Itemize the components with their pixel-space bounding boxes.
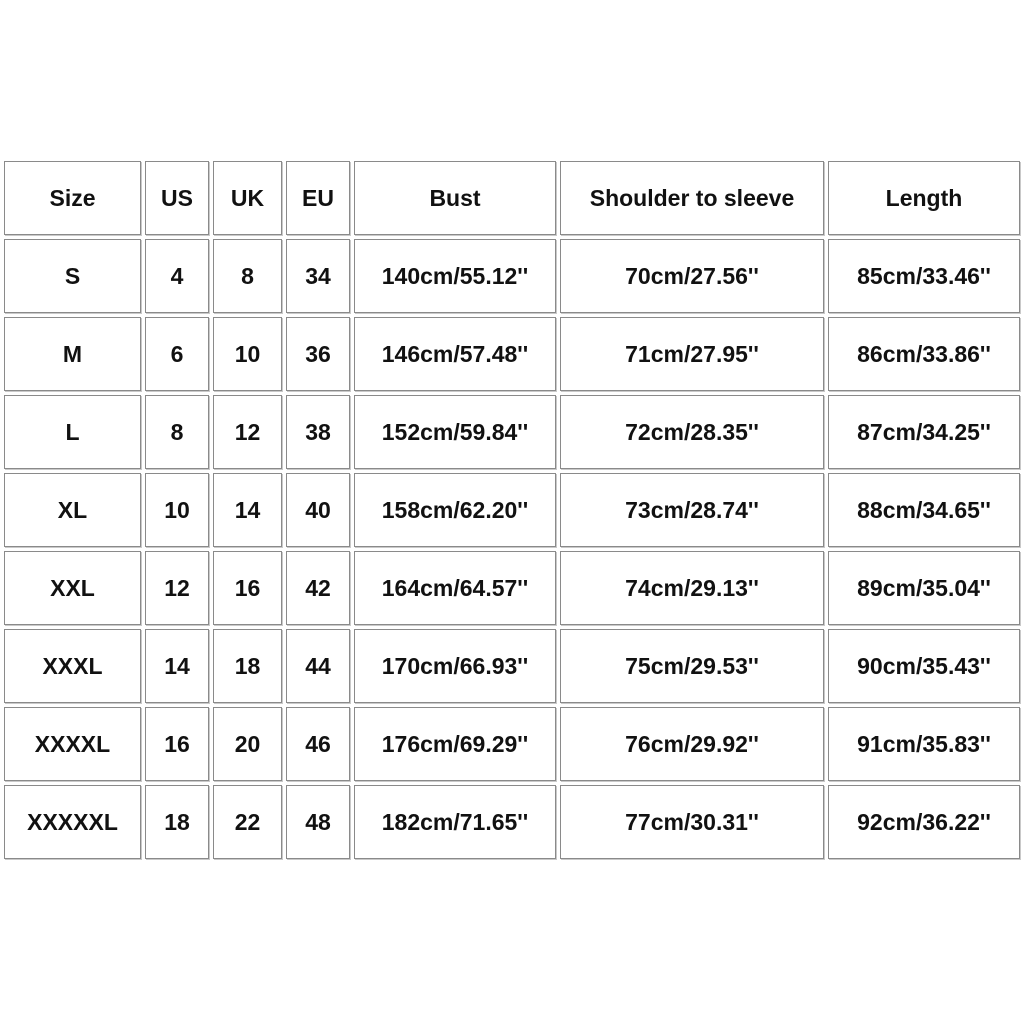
- cell-size: L: [4, 395, 141, 469]
- cell-us: 8: [145, 395, 209, 469]
- table-row: [4, 629, 1020, 703]
- cell-size: S: [4, 239, 141, 313]
- header-row: [4, 161, 1020, 235]
- header-bust: Bust: [354, 161, 556, 235]
- cell-bust: 146cm/57.48'': [354, 317, 556, 391]
- cell-bust: 182cm/71.65'': [354, 785, 556, 859]
- cell-size: M: [4, 317, 141, 391]
- table-row: [4, 395, 1020, 469]
- table-row: [4, 239, 1020, 313]
- cell-us: 10: [145, 473, 209, 547]
- cell-uk: 20: [213, 707, 282, 781]
- cell-uk: 14: [213, 473, 282, 547]
- header-us: US: [145, 161, 209, 235]
- cell-uk: 16: [213, 551, 282, 625]
- cell-shoulder-to-sleeve: 70cm/27.56'': [560, 239, 824, 313]
- cell-length: 88cm/34.65'': [828, 473, 1020, 547]
- cell-us: 6: [145, 317, 209, 391]
- cell-us: 4: [145, 239, 209, 313]
- cell-shoulder-to-sleeve: 76cm/29.92'': [560, 707, 824, 781]
- size-chart-table: [0, 157, 1024, 863]
- cell-eu: 40: [286, 473, 350, 547]
- cell-length: 89cm/35.04'': [828, 551, 1020, 625]
- cell-eu: 46: [286, 707, 350, 781]
- header-size: Size: [4, 161, 141, 235]
- cell-length: 92cm/36.22'': [828, 785, 1020, 859]
- cell-eu: 44: [286, 629, 350, 703]
- cell-size: XXXL: [4, 629, 141, 703]
- cell-us: 14: [145, 629, 209, 703]
- cell-size: XXXXXL: [4, 785, 141, 859]
- cell-us: 12: [145, 551, 209, 625]
- cell-bust: 140cm/55.12'': [354, 239, 556, 313]
- cell-size: XXXXL: [4, 707, 141, 781]
- cell-shoulder-to-sleeve: 72cm/28.35'': [560, 395, 824, 469]
- cell-bust: 158cm/62.20'': [354, 473, 556, 547]
- cell-eu: 48: [286, 785, 350, 859]
- cell-bust: 152cm/59.84'': [354, 395, 556, 469]
- header-shoulder-to-sleeve: Shoulder to sleeve: [560, 161, 824, 235]
- cell-eu: 42: [286, 551, 350, 625]
- cell-size: XL: [4, 473, 141, 547]
- header-length: Length: [828, 161, 1020, 235]
- cell-eu: 36: [286, 317, 350, 391]
- header-eu: EU: [286, 161, 350, 235]
- cell-length: 87cm/34.25'': [828, 395, 1020, 469]
- cell-length: 90cm/35.43'': [828, 629, 1020, 703]
- cell-size: XXL: [4, 551, 141, 625]
- cell-eu: 34: [286, 239, 350, 313]
- header-uk: UK: [213, 161, 282, 235]
- cell-bust: 164cm/64.57'': [354, 551, 556, 625]
- cell-eu: 38: [286, 395, 350, 469]
- cell-length: 86cm/33.86'': [828, 317, 1020, 391]
- cell-us: 16: [145, 707, 209, 781]
- cell-us: 18: [145, 785, 209, 859]
- cell-uk: 18: [213, 629, 282, 703]
- cell-shoulder-to-sleeve: 73cm/28.74'': [560, 473, 824, 547]
- cell-shoulder-to-sleeve: 77cm/30.31'': [560, 785, 824, 859]
- table-row: [4, 707, 1020, 781]
- table-row: [4, 317, 1020, 391]
- cell-bust: 170cm/66.93'': [354, 629, 556, 703]
- cell-uk: 12: [213, 395, 282, 469]
- table-row: [4, 551, 1020, 625]
- table-row: [4, 785, 1020, 859]
- cell-bust: 176cm/69.29'': [354, 707, 556, 781]
- table-row: [4, 473, 1020, 547]
- cell-shoulder-to-sleeve: 74cm/29.13'': [560, 551, 824, 625]
- cell-length: 85cm/33.46'': [828, 239, 1020, 313]
- cell-uk: 22: [213, 785, 282, 859]
- cell-shoulder-to-sleeve: 71cm/27.95'': [560, 317, 824, 391]
- cell-shoulder-to-sleeve: 75cm/29.53'': [560, 629, 824, 703]
- cell-uk: 8: [213, 239, 282, 313]
- cell-length: 91cm/35.83'': [828, 707, 1020, 781]
- cell-uk: 10: [213, 317, 282, 391]
